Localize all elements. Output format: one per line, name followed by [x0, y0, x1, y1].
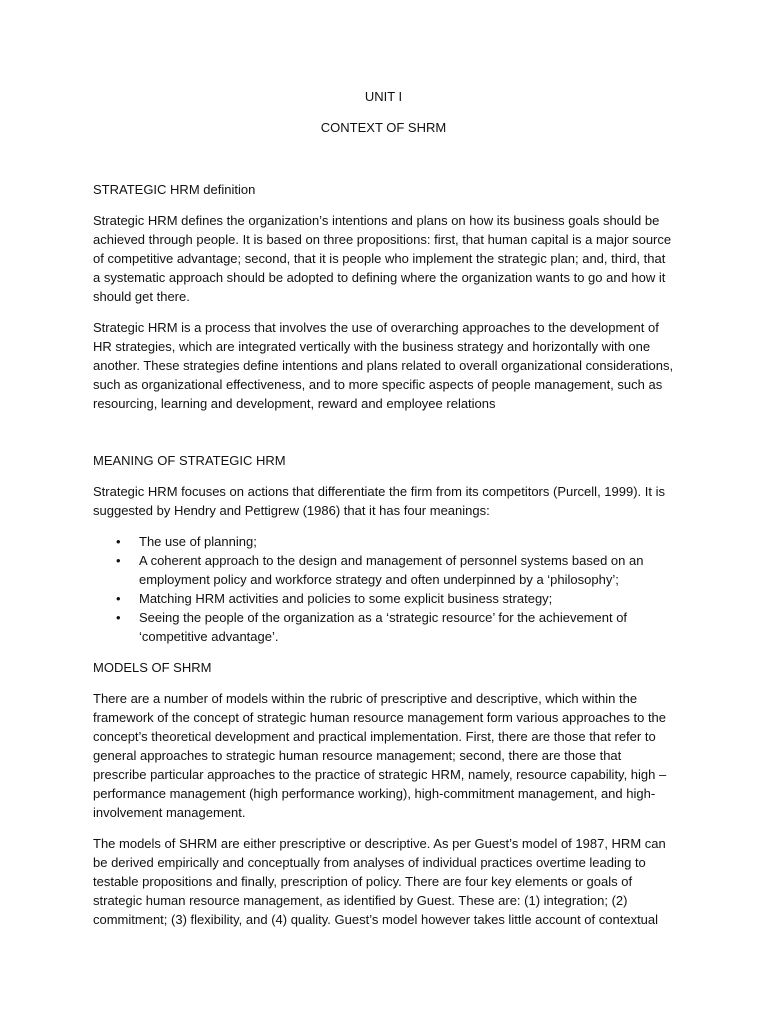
- list-item: [93, 532, 674, 551]
- definition-paragraph: Strategic HRM is a process that involves the use of overarching approaches to the development of HR strategies, which are integrated vertically with the business strategy and horizontally with one another. These strategies define intentions and plans related to overall organizational considerations, such as organizational effectiveness, and to more specific aspects of people management, such as resourcing, learning and development, reward and employee relations: [93, 320, 674, 411]
- list-item: [93, 551, 674, 589]
- list-item: [93, 608, 674, 646]
- meaning-intro-paragraph: Strategic HRM focuses on actions that differentiate the firm from its competitors (Purcell, 1999). It is suggested by Hendry and Pettigrew (1986) that it has four meanings:: [93, 484, 665, 518]
- definition-paragraph: Strategic HRM defines the organization’s intentions and plans on how its business goals should be achieved through people. It is based on three propositions: first, that human capital is a major source of competitive advantage; second, that it is people who implement the strategic plan; and, third, that a systematic approach should be adopted to defining where the organization wants to go and how it should get there.: [93, 213, 672, 304]
- list-item-text: Seeing the people of the organization as a ‘strategic resource’ for the achievement of ‘competitive advantage’.: [139, 610, 628, 644]
- list-item-text: A coherent approach to the design and management of personnel systems based on an employment policy and workforce strategy and often underpinned by a ‘philosophy’;: [139, 553, 644, 587]
- bullet-icon: •: [116, 610, 121, 625]
- bullet-icon: •: [116, 591, 121, 606]
- bullet-icon: •: [116, 553, 121, 568]
- list-item: [93, 589, 674, 608]
- meanings-bullet-list: [93, 532, 674, 646]
- document-subtitle: CONTEXT OF SHRM: [320, 120, 447, 135]
- section-heading-models: MODELS OF SHRM: [93, 660, 212, 675]
- list-item-text: The use of planning;: [139, 534, 257, 549]
- bullet-icon: •: [116, 534, 121, 549]
- list-item-text: Matching HRM activities and policies to some explicit business strategy;: [139, 591, 553, 606]
- section-heading-meaning: MEANING OF STRATEGIC HRM: [93, 453, 286, 468]
- unit-title: UNIT I: [364, 89, 403, 104]
- models-paragraph: The models of SHRM are either prescriptive or descriptive. As per Guest’s model of 1987, HRM can be derived empirically and conceptually from analyses of individual practices overtime leading to testable propositions and finally, prescription of policy. There are four key elements or goals of strategic human resource management, as identified by Guest. These are: (1) integration; (2) commitment; (3) flexibility, and (4) quality. Guest’s model however takes little account of contextual: [93, 836, 666, 927]
- section-heading-definition: STRATEGIC HRM definition: [93, 182, 256, 197]
- models-paragraph: There are a number of models within the rubric of prescriptive and descriptive, which within the framework of the concept of strategic human resource management form various approaches to the concept’s theoretical development and practical implementation. First, there are those that refer to general approaches to strategic human resource management; second, there are those that prescribe particular approaches to the practice of strategic HRM, namely, resource capability, high – performance management (high performance working), high-commitment management, and high-involvement management.: [93, 691, 667, 820]
